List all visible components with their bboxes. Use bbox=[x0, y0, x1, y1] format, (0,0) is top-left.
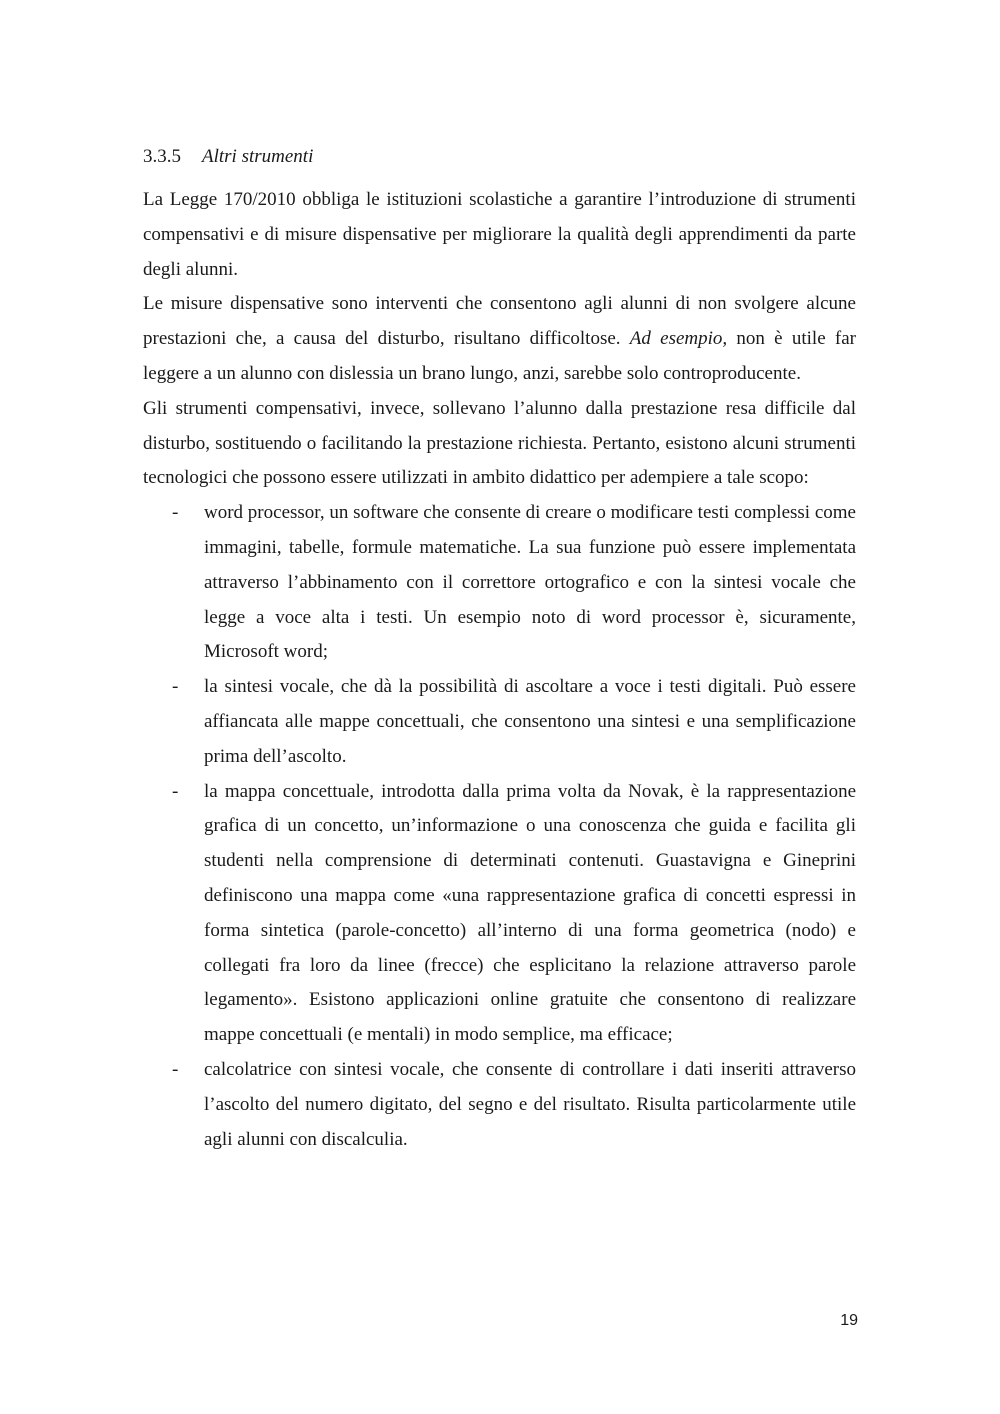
paragraph-emphasis: Ad esempio, bbox=[629, 328, 728, 350]
list-marker: - bbox=[172, 502, 179, 524]
page-content bbox=[143, 140, 856, 1157]
list-item bbox=[143, 1053, 856, 1157]
list-item-text: calcolatrice con sintesi vocale, che consente di controllare i dati inseriti attraverso l’ascolto del numero digitato, del segno e del risultato. Risulta particolarmente utile agli alunni con discalculia. bbox=[204, 1058, 856, 1150]
tools-list bbox=[143, 496, 856, 1157]
paragraph-dispensative-measures bbox=[143, 287, 856, 391]
list-item bbox=[143, 775, 856, 1053]
list-item-text: la mappa concettuale, introdotta dalla prima volta da Novak, è la rappresentazione grafica di un concetto, un’informazione o una conoscenza che guida e facilita gli studenti nella comprensione di determinati contenuti. Guastavigna e Gineprini definiscono una mappa come «una rappresentazione grafica di concetti espressi in forma sintetica (parole-concetto) all’interno di una forma geometrica (nodo) e collegati fra loro da linee (frecce) che esplicitano la relazione attraverso parole legamento». Esistono applicazioni online gratuite che consentono di realizzare mappe concettuali (e mentali) in modo semplice, ma efficace; bbox=[204, 780, 856, 1046]
list-marker: - bbox=[172, 1058, 179, 1080]
section-heading bbox=[143, 140, 856, 174]
section-title: Altri strumenti bbox=[202, 146, 314, 167]
page-number: 19 bbox=[840, 1312, 858, 1329]
list-marker: - bbox=[172, 780, 179, 802]
paragraph-text: Le misure dispensative sono interventi che consentono agli alunni di non svolgere alcune prestazioni che, a causa del disturbo, risultano difficoltose. bbox=[143, 293, 856, 350]
list-item-text: la sintesi vocale, che dà la possibilità di ascoltare a voce i testi digitali. Può essere affiancata alle mappe concettuali, che consentono una sintesi e una semplificazione prima dell’ascolto. bbox=[204, 676, 856, 767]
list-item-text: word processor, un software che consente di creare o modificare testi complessi come immagini, tabelle, formule matematiche. La sua funzione può essere implementata attraverso l’abbinamento con il correttore ortografico e con la sintesi vocale che legge a voce alta i testi. Un esempio noto di word processor è, sicuramente, Microsoft word; bbox=[204, 502, 856, 663]
list-item bbox=[143, 670, 856, 774]
list-item bbox=[143, 496, 856, 670]
list-marker: - bbox=[172, 676, 179, 698]
paragraph-law: La Legge 170/2010 obbliga le istituzioni scolastiche a garantire l’introduzione di strumenti compensativi e di misure dispensative per migliorare la qualità degli apprendimenti da parte degli alunni. bbox=[143, 189, 856, 280]
paragraph-compensative-tools: Gli strumenti compensativi, invece, sollevano l’alunno dalla prestazione resa difficile dal disturbo, sostituendo o facilitando la prestazione richiesta. Pertanto, esistono alcuni strumenti tecnologici che possono essere utilizzati in ambito didattico per adempiere a tale scopo: bbox=[143, 397, 856, 489]
paragraph-text: non è utile far leggere a un alunno con dislessia un brano lungo, anzi, sarebbe solo controproducente. bbox=[143, 328, 856, 384]
section-number: 3.3.5 bbox=[143, 146, 181, 167]
